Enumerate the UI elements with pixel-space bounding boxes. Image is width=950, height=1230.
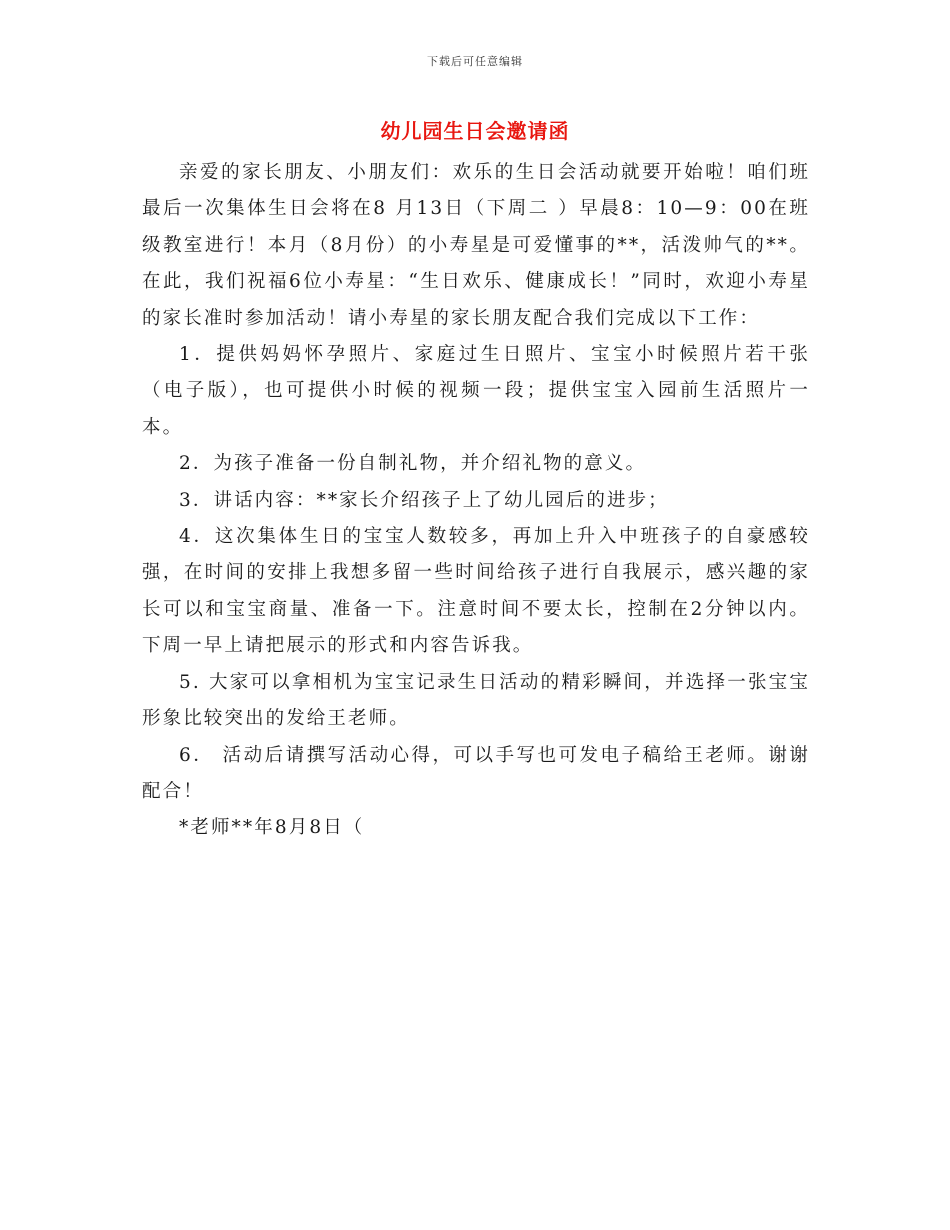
list-item-2: 2．为孩子准备一份自制礼物，并介绍礼物的意义。 — [179, 453, 647, 475]
list-item-3: 3．讲话内容：**家长介绍孩子上了幼儿园后的进步； — [179, 489, 669, 511]
signature-line: *老师**年8月8日（ — [179, 817, 365, 839]
list-item-4: 4．这次集体生日的宝宝人数较多，再加上升入中班孩子的自豪感较强，在时间的安排上我想多留一些时间给孩子进行自我展示，感兴趣的家长可以和宝宝商量、准备一下。注意时间不要太长，控制在2分钟以内。下周一早上请把展示的形式和内容告诉我。 — [142, 526, 810, 657]
intro-paragraph: 亲爱的家长朋友、小朋友们：欢乐的生日会活动就要开始啦！咱们班最后一次集体生日会将在8 月13日（下周二 ）早晨8：10—9：00在班级教室进行！本月（8月份）的小寿星是可爱懂事的**，活泼帅气的**。在此，我们祝福6位小寿星：“生日欢乐、健康成长！”同时，欢迎小寿星的家长准时参加活动！请小寿星的家长朋友配合我们完成以下工作： — [142, 162, 810, 329]
list-item-5: 5. 大家可以拿相机为宝宝记录生日活动的精彩瞬间，并选择一张宝宝形象比较突出的发给王老师。 — [142, 671, 810, 730]
page-header: 下载后可任意编辑 — [427, 55, 523, 68]
list-item-6: 6． 活动后请撰写活动心得，可以手写也可发电子稿给王老师。谢谢配合！ — [142, 744, 810, 802]
document-title: 幼儿园生日会邀请函 — [380, 119, 570, 143]
list-item-1: 1．提供妈妈怀孕照片、家庭过生日照片、宝宝小时候照片若干张（电子版），也可提供小时候的视频一段；提供宝宝入园前生活照片一本。 — [142, 344, 810, 438]
document-body — [142, 155, 810, 847]
